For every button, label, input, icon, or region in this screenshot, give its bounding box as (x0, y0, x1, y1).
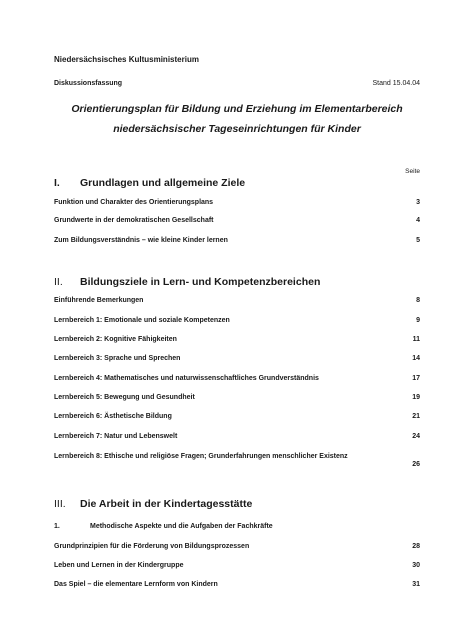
toc-entry-label: Lernbereich 7: Natur und Lebenswelt (54, 433, 178, 440)
toc-entry[interactable] (54, 199, 420, 206)
section-heading-2 (54, 276, 320, 288)
section-title: Grundlagen und allgemeine Ziele (80, 177, 246, 189)
toc-entry-page: 3 (416, 199, 420, 206)
toc-entry-page: 31 (412, 581, 420, 588)
toc-entry-label: Lernbereich 3: Sprache und Sprechen (54, 355, 181, 362)
toc-entry-page: 24 (412, 433, 420, 440)
section-title: Bildungsziele in Lern- und Kompetenzbereichen (80, 276, 321, 288)
toc-entry-page: 30 (412, 562, 420, 569)
section-number: I. (54, 177, 60, 189)
section-heading-3 (54, 498, 252, 510)
toc-entry-page: 14 (412, 355, 420, 362)
toc-entry[interactable] (54, 581, 420, 588)
toc-entry-label: Zum Bildungsverständnis – wie kleine Kinder lernen (54, 237, 228, 244)
toc-entry-label: Lernbereich 4: Mathematisches und naturwissenschaftliches Grundverständnis (54, 375, 319, 382)
toc-entry[interactable] (54, 413, 420, 420)
toc-entry-page: 26 (412, 461, 420, 468)
section-heading-1 (54, 177, 245, 189)
toc-entry-label: Lernbereich 6: Ästhetische Bildung (54, 413, 172, 420)
toc-entry[interactable] (54, 394, 420, 401)
seite-column-label: Seite (405, 168, 420, 175)
toc-entry-page: 21 (412, 413, 420, 420)
toc-entry[interactable] (54, 452, 420, 468)
section-title: Die Arbeit in der Kindertagesstätte (80, 498, 253, 510)
toc-entry-page: 9 (416, 317, 420, 324)
toc-entry[interactable] (54, 237, 420, 244)
toc-entry-label: Leben und Lernen in der Kindergruppe (54, 562, 184, 569)
toc-entry[interactable] (54, 562, 420, 569)
section-number: II. (54, 276, 63, 288)
toc-entry-page: 4 (416, 217, 420, 224)
toc-entry[interactable] (54, 375, 420, 382)
toc-entry-label: Lernbereich 8: Ethische und religiöse Fragen; Grunderfahrungen menschlicher Existenz (54, 453, 348, 460)
toc-entry[interactable] (54, 336, 420, 343)
toc-entry-page: 8 (416, 297, 420, 304)
toc-entry[interactable] (54, 317, 420, 324)
toc-entry-page: 11 (412, 336, 420, 343)
toc-entry[interactable] (54, 297, 420, 304)
toc-entry-page: 28 (412, 543, 420, 550)
toc-entry-label: Lernbereich 5: Bewegung und Gesundheit (54, 394, 195, 401)
toc-entry-label: Einführende Bemerkungen (54, 297, 144, 304)
toc-entry-page: 19 (412, 394, 420, 401)
document-title-line1: Orientierungsplan für Bildung und Erziehung im Elementarbereich (71, 103, 403, 115)
subsection-heading (54, 523, 420, 530)
stand-date: Stand 15.04.04 (372, 80, 420, 87)
subsection-number: 1. (54, 523, 60, 530)
document-title-line2: niedersächsischer Tageseinrichtungen für Kinder (113, 123, 361, 135)
toc-entry[interactable] (54, 355, 420, 362)
ministry-name: Niedersächsisches Kultusministerium (54, 55, 199, 64)
toc-entry-label: Funktion und Charakter des Orientierungsplans (54, 199, 214, 206)
toc-entry[interactable] (54, 433, 420, 440)
toc-entry-label: Lernbereich 1: Emotionale und soziale Kompetenzen (54, 317, 230, 324)
toc-entry[interactable] (54, 543, 420, 550)
toc-entry-label: Das Spiel – die elementare Lernform von Kindern (54, 581, 218, 588)
toc-entry-label: Grundprinzipien für die Förderung von Bildungsprozessen (54, 543, 250, 550)
draft-row (54, 80, 420, 87)
section-number: III. (54, 498, 66, 510)
toc-entry-page: 5 (416, 237, 420, 244)
toc-entry-label: Grundwerte in der demokratischen Gesellschaft (54, 217, 214, 224)
draft-label: Diskussionsfassung (54, 80, 123, 87)
subsection-title: Methodische Aspekte und die Aufgaben der Fachkräfte (90, 523, 273, 530)
toc-entry-label: Lernbereich 2: Kognitive Fähigkeiten (54, 336, 177, 343)
toc-entry[interactable] (54, 217, 420, 224)
toc-entry-page: 17 (412, 375, 420, 382)
